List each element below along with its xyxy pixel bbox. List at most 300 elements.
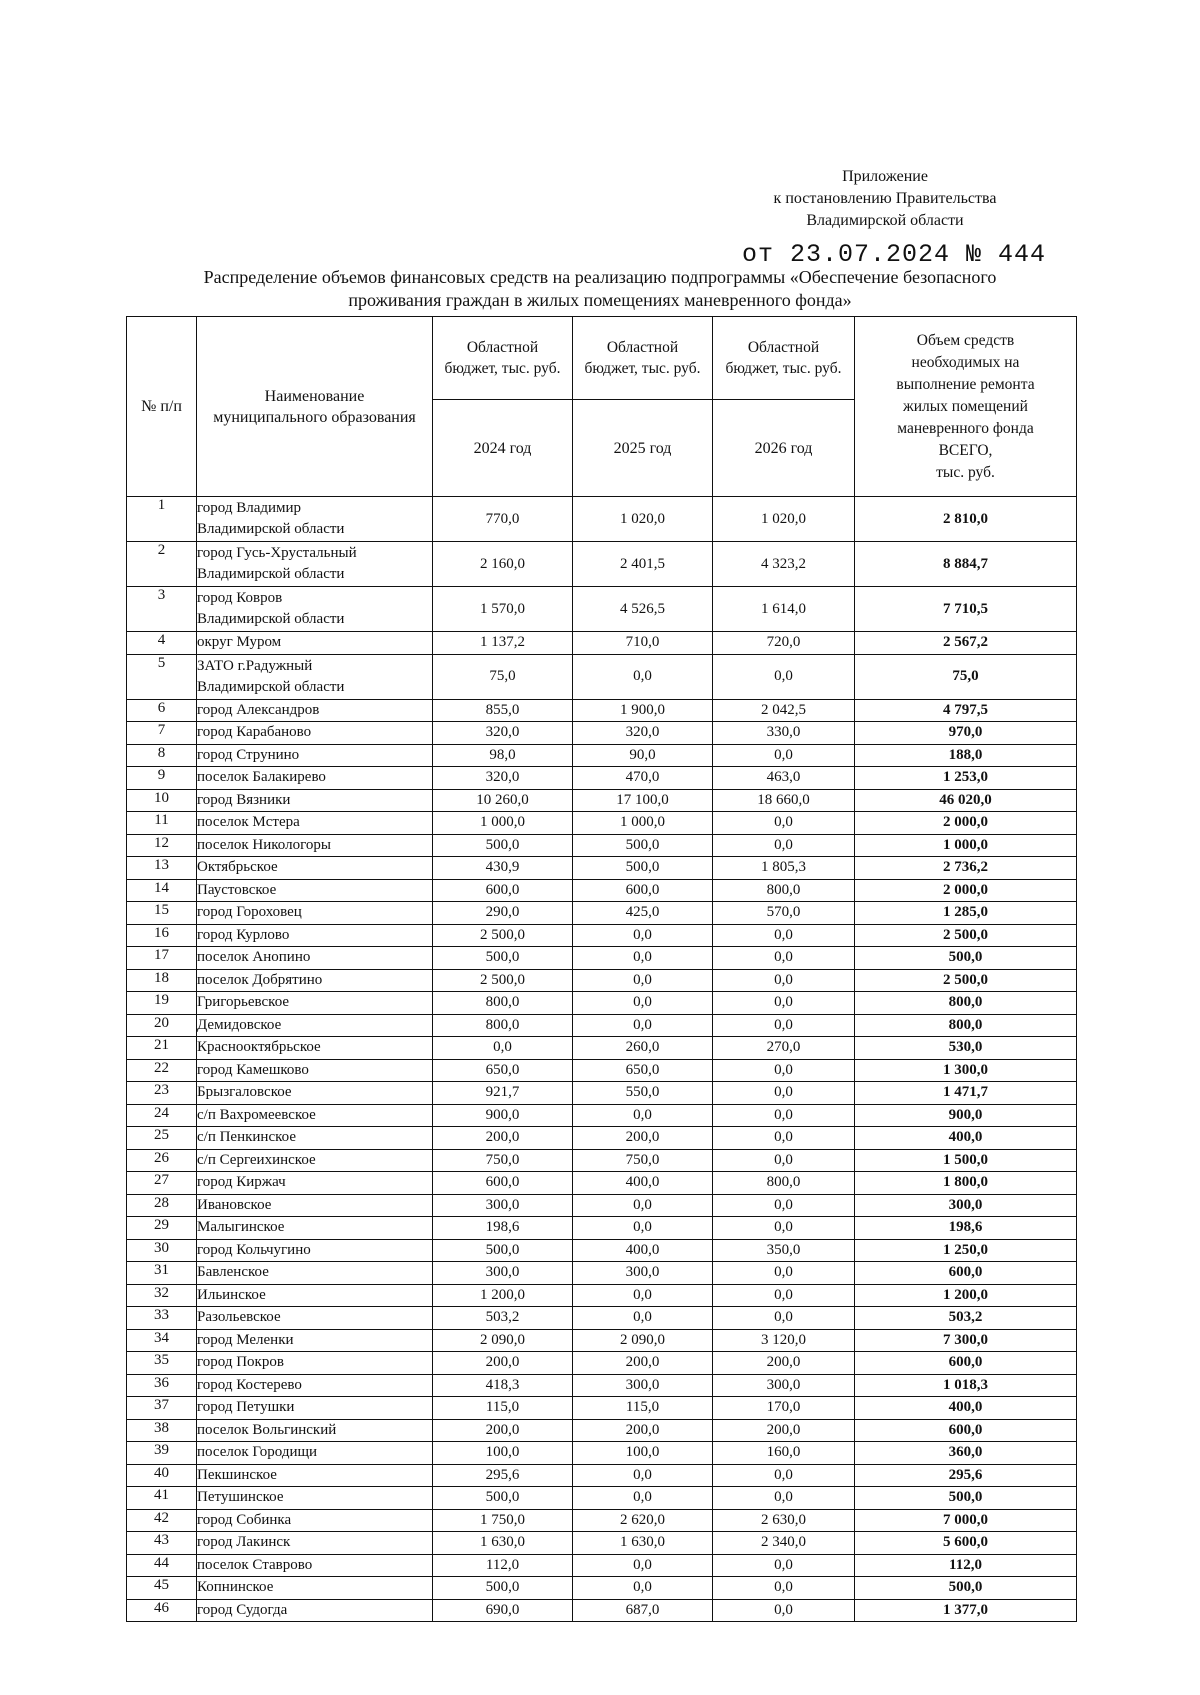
row-number: 6 xyxy=(127,699,197,722)
municipality-name xyxy=(197,1397,433,1420)
budget-2026-value: 1 614,0 xyxy=(713,587,855,632)
header-total-line-7: тыс. руб. xyxy=(936,463,995,481)
budget-2026-value: 300,0 xyxy=(713,1374,855,1397)
budget-2026-value: 0,0 xyxy=(713,1127,855,1150)
budget-2026-value: 0,0 xyxy=(713,969,855,992)
budget-2024-value: 115,0 xyxy=(433,1397,573,1420)
budget-2025-value: 100,0 xyxy=(573,1442,713,1465)
budget-2026-value: 0,0 xyxy=(713,1577,855,1600)
municipality-name xyxy=(197,1554,433,1577)
municipality-name-line: Петушинское xyxy=(197,1489,284,1506)
table-row xyxy=(127,497,1077,542)
municipality-name-line: город Ковров xyxy=(197,590,283,606)
budget-2026-value: 0,0 xyxy=(713,1014,855,1037)
municipality-name-line: город Петушки xyxy=(197,1399,295,1416)
total-value: 400,0 xyxy=(855,1127,1077,1150)
budget-2025-value: 0,0 xyxy=(573,1104,713,1127)
budget-2026-value: 0,0 xyxy=(713,1487,855,1510)
budget-2025-value: 1 020,0 xyxy=(573,497,713,542)
table-row xyxy=(127,1307,1077,1330)
budget-2025-value: 0,0 xyxy=(573,654,713,699)
budget-2026-value: 350,0 xyxy=(713,1239,855,1262)
municipality-name-line: Малыгинское xyxy=(197,1219,285,1236)
budget-2026-value: 0,0 xyxy=(713,1307,855,1330)
budget-2024-value: 295,6 xyxy=(433,1464,573,1487)
budget-2025-value: 687,0 xyxy=(573,1599,713,1622)
table-row xyxy=(127,1442,1077,1465)
total-value: 295,6 xyxy=(855,1464,1077,1487)
table-row xyxy=(127,789,1077,812)
budget-2025-value: 0,0 xyxy=(573,1217,713,1240)
total-value: 1 500,0 xyxy=(855,1149,1077,1172)
row-number: 24 xyxy=(127,1104,197,1127)
municipality-name xyxy=(197,834,433,857)
municipality-name-line: город Вязники xyxy=(197,791,291,808)
table-row xyxy=(127,1599,1077,1622)
table-row xyxy=(127,1284,1077,1307)
total-value: 500,0 xyxy=(855,947,1077,970)
budget-2024-value: 300,0 xyxy=(433,1262,573,1285)
municipality-name xyxy=(197,1577,433,1600)
budget-2024-value: 200,0 xyxy=(433,1419,573,1442)
budget-2025-value: 200,0 xyxy=(573,1352,713,1375)
budget-2026-value: 0,0 xyxy=(713,812,855,835)
table-row xyxy=(127,1374,1077,1397)
table-row xyxy=(127,744,1077,767)
budget-2025-value: 2 401,5 xyxy=(573,542,713,587)
budget-2026-value: 270,0 xyxy=(713,1037,855,1060)
header-budget-line-2: бюджет, тыс. руб. xyxy=(584,360,701,377)
row-number: 14 xyxy=(127,879,197,902)
header-budget-line-1: Областной xyxy=(747,339,820,356)
header-total-line-1: Объем средств xyxy=(916,331,1015,349)
table-row xyxy=(127,632,1077,655)
header-year-2024: 2024 год xyxy=(433,400,573,497)
total-value: 2 810,0 xyxy=(855,497,1077,542)
budget-2024-value: 1 200,0 xyxy=(433,1284,573,1307)
header-municipality-line-1: Наименование xyxy=(264,387,365,405)
budget-2025-value: 0,0 xyxy=(573,947,713,970)
municipality-name-line: город Курлово xyxy=(197,926,290,943)
table-row xyxy=(127,1577,1077,1600)
row-number: 34 xyxy=(127,1329,197,1352)
header-budget-line-1: Областной xyxy=(466,339,539,356)
budget-2025-value: 500,0 xyxy=(573,834,713,857)
total-value: 188,0 xyxy=(855,744,1077,767)
approval-block xyxy=(760,166,1010,232)
budget-2024-value: 430,9 xyxy=(433,857,573,880)
total-value: 7 300,0 xyxy=(855,1329,1077,1352)
total-value: 1 285,0 xyxy=(855,902,1077,925)
budget-2024-value: 750,0 xyxy=(433,1149,573,1172)
municipality-name xyxy=(197,1262,433,1285)
municipality-name xyxy=(197,1037,433,1060)
table-row xyxy=(127,1509,1077,1532)
municipality-name xyxy=(197,789,433,812)
budget-2025-value: 0,0 xyxy=(573,1464,713,1487)
budget-2026-value: 0,0 xyxy=(713,947,855,970)
budget-2024-value: 320,0 xyxy=(433,722,573,745)
budget-2024-value: 100,0 xyxy=(433,1442,573,1465)
row-number: 29 xyxy=(127,1217,197,1240)
approval-line-3: Владимирской области xyxy=(806,212,964,229)
row-number: 41 xyxy=(127,1487,197,1510)
total-value: 600,0 xyxy=(855,1419,1077,1442)
budget-2025-value: 90,0 xyxy=(573,744,713,767)
table-row xyxy=(127,1554,1077,1577)
budget-2025-value: 710,0 xyxy=(573,632,713,655)
municipality-name xyxy=(197,992,433,1015)
budget-2024-value: 503,2 xyxy=(433,1307,573,1330)
budget-2025-value: 0,0 xyxy=(573,1307,713,1330)
budget-2024-value: 2 160,0 xyxy=(433,542,573,587)
budget-2024-value: 1 630,0 xyxy=(433,1532,573,1555)
total-value: 800,0 xyxy=(855,992,1077,1015)
budget-2024-value: 1 750,0 xyxy=(433,1509,573,1532)
row-number: 16 xyxy=(127,924,197,947)
municipality-name-line: Ивановское xyxy=(197,1196,272,1213)
budget-2025-value: 320,0 xyxy=(573,722,713,745)
municipality-name-line: город Гусь-Хрустальный xyxy=(197,545,357,561)
row-number: 27 xyxy=(127,1172,197,1195)
municipality-name xyxy=(197,1172,433,1195)
municipality-name xyxy=(197,744,433,767)
municipality-name-line: город Судогда xyxy=(197,1601,288,1618)
total-value: 500,0 xyxy=(855,1487,1077,1510)
budget-2026-value: 2 630,0 xyxy=(713,1509,855,1532)
total-value: 503,2 xyxy=(855,1307,1077,1330)
budget-2026-value: 0,0 xyxy=(713,744,855,767)
budget-2025-value: 115,0 xyxy=(573,1397,713,1420)
budget-2026-value: 0,0 xyxy=(713,1149,855,1172)
municipality-name xyxy=(197,1599,433,1622)
row-number: 18 xyxy=(127,969,197,992)
row-number: 38 xyxy=(127,1419,197,1442)
total-value: 4 797,5 xyxy=(855,699,1077,722)
municipality-name-line: Октябрьское xyxy=(197,859,278,876)
municipality-name xyxy=(197,767,433,790)
budget-2026-value: 0,0 xyxy=(713,1554,855,1577)
municipality-name-line: Разольевское xyxy=(197,1309,281,1326)
budget-2024-value: 1 000,0 xyxy=(433,812,573,835)
budget-2025-value: 0,0 xyxy=(573,1554,713,1577)
municipality-name-line: город Меленки xyxy=(197,1331,294,1348)
row-number: 9 xyxy=(127,767,197,790)
budget-2024-value: 0,0 xyxy=(433,1037,573,1060)
budget-2024-value: 98,0 xyxy=(433,744,573,767)
municipality-name xyxy=(197,924,433,947)
budget-2026-value: 0,0 xyxy=(713,1464,855,1487)
total-value: 600,0 xyxy=(855,1352,1077,1375)
header-budget-line-1: Областной xyxy=(606,339,679,356)
budget-2026-value: 463,0 xyxy=(713,767,855,790)
municipality-name xyxy=(197,632,433,655)
budget-2026-value: 2 340,0 xyxy=(713,1532,855,1555)
municipality-name-line: Ильинское xyxy=(197,1286,266,1303)
header-budget-2024 xyxy=(433,317,573,400)
budget-2025-value: 425,0 xyxy=(573,902,713,925)
table-header xyxy=(127,317,1077,497)
budget-2025-value: 0,0 xyxy=(573,969,713,992)
table-row xyxy=(127,834,1077,857)
budget-2025-value: 550,0 xyxy=(573,1082,713,1105)
table-row xyxy=(127,1419,1077,1442)
budget-2026-value: 170,0 xyxy=(713,1397,855,1420)
row-number: 46 xyxy=(127,1599,197,1622)
municipality-name xyxy=(197,947,433,970)
budget-2024-value: 200,0 xyxy=(433,1352,573,1375)
municipality-name-line: поселок Городищи xyxy=(197,1444,318,1461)
budget-2025-value: 0,0 xyxy=(573,1194,713,1217)
row-number: 32 xyxy=(127,1284,197,1307)
row-number: 5 xyxy=(127,654,197,699)
table-row xyxy=(127,1149,1077,1172)
municipality-name xyxy=(197,1509,433,1532)
budget-2025-value: 600,0 xyxy=(573,879,713,902)
row-number: 40 xyxy=(127,1464,197,1487)
table-row xyxy=(127,1014,1077,1037)
budget-2026-value: 2 042,5 xyxy=(713,699,855,722)
total-value: 1 377,0 xyxy=(855,1599,1077,1622)
budget-2024-value: 1 570,0 xyxy=(433,587,573,632)
total-value: 400,0 xyxy=(855,1397,1077,1420)
header-total-line-4: жилых помещений xyxy=(903,397,1028,415)
budget-2025-value: 0,0 xyxy=(573,924,713,947)
total-value: 900,0 xyxy=(855,1104,1077,1127)
document-title xyxy=(130,266,1070,312)
municipality-name-line: город Кольчугино xyxy=(197,1241,311,1258)
budget-2024-value: 500,0 xyxy=(433,1577,573,1600)
municipality-name-line: Брызгаловское xyxy=(197,1084,292,1101)
budget-2025-value: 750,0 xyxy=(573,1149,713,1172)
total-value: 2 736,2 xyxy=(855,857,1077,880)
row-number: 8 xyxy=(127,744,197,767)
budget-2024-value: 800,0 xyxy=(433,992,573,1015)
table-row xyxy=(127,1172,1077,1195)
row-number: 21 xyxy=(127,1037,197,1060)
municipality-name-line: Копнинское xyxy=(197,1579,274,1596)
table-row xyxy=(127,924,1077,947)
municipality-name xyxy=(197,1284,433,1307)
municipality-name-line: поселок Ставрово xyxy=(197,1556,313,1573)
row-number: 22 xyxy=(127,1059,197,1082)
total-value: 1 800,0 xyxy=(855,1172,1077,1195)
table-row xyxy=(127,1082,1077,1105)
total-value: 300,0 xyxy=(855,1194,1077,1217)
header-municipality-line-2: муниципального образования xyxy=(213,408,416,426)
table-row xyxy=(127,722,1077,745)
municipality-name-line: ЗАТО г.Радужный xyxy=(197,657,313,674)
municipality-name xyxy=(197,1374,433,1397)
municipality-name xyxy=(197,1329,433,1352)
table-row xyxy=(127,654,1077,699)
total-value: 46 020,0 xyxy=(855,789,1077,812)
municipality-name xyxy=(197,1127,433,1150)
header-total-line-5: маневренного фонда xyxy=(897,419,1034,437)
row-number: 25 xyxy=(127,1127,197,1150)
budget-2026-value: 0,0 xyxy=(713,1059,855,1082)
budget-2024-value: 300,0 xyxy=(433,1194,573,1217)
municipality-name-line: Владимирской области xyxy=(197,566,345,582)
total-value: 1 253,0 xyxy=(855,767,1077,790)
title-line-2: проживания граждан в жилых помещениях маневренного фонда» xyxy=(348,290,852,310)
row-number: 35 xyxy=(127,1352,197,1375)
municipality-name-line: Владимирской области xyxy=(197,678,345,695)
budget-2024-value: 2 090,0 xyxy=(433,1329,573,1352)
municipality-name-line: город Камешково xyxy=(197,1061,309,1078)
budget-2026-value: 0,0 xyxy=(713,924,855,947)
municipality-name-line: город Костерево xyxy=(197,1376,302,1393)
budget-2024-value: 290,0 xyxy=(433,902,573,925)
municipality-name-line: город Александров xyxy=(197,701,320,718)
row-number: 36 xyxy=(127,1374,197,1397)
total-value: 7 000,0 xyxy=(855,1509,1077,1532)
budget-2024-value: 690,0 xyxy=(433,1599,573,1622)
budget-2025-value: 650,0 xyxy=(573,1059,713,1082)
row-number: 23 xyxy=(127,1082,197,1105)
row-number: 31 xyxy=(127,1262,197,1285)
municipality-name xyxy=(197,542,433,587)
header-municipality xyxy=(197,317,433,497)
table-row xyxy=(127,902,1077,925)
header-budget-2025 xyxy=(573,317,713,400)
budget-2025-value: 0,0 xyxy=(573,1577,713,1600)
municipality-name-line: Владимирской области xyxy=(197,611,345,627)
municipality-name-line: поселок Никологоры xyxy=(197,836,331,853)
table-row xyxy=(127,1217,1077,1240)
table-row xyxy=(127,1352,1077,1375)
municipality-name-line: город Лакинск xyxy=(197,1534,291,1551)
row-number: 1 xyxy=(127,497,197,542)
total-value: 75,0 xyxy=(855,654,1077,699)
budget-2026-value: 800,0 xyxy=(713,879,855,902)
budget-2026-value: 800,0 xyxy=(713,1172,855,1195)
total-value: 5 600,0 xyxy=(855,1532,1077,1555)
budget-2025-value: 260,0 xyxy=(573,1037,713,1060)
municipality-name xyxy=(197,497,433,542)
budget-2026-value: 330,0 xyxy=(713,722,855,745)
total-value: 1 300,0 xyxy=(855,1059,1077,1082)
municipality-name-line: Григорьевское xyxy=(197,994,290,1011)
municipality-name xyxy=(197,1532,433,1555)
municipality-name xyxy=(197,699,433,722)
header-budget-2026 xyxy=(713,317,855,400)
budget-2024-value: 2 500,0 xyxy=(433,924,573,947)
total-value: 1 250,0 xyxy=(855,1239,1077,1262)
total-value: 500,0 xyxy=(855,1577,1077,1600)
budget-2026-value: 0,0 xyxy=(713,1194,855,1217)
municipality-name xyxy=(197,969,433,992)
budget-2026-value: 0,0 xyxy=(713,1217,855,1240)
municipality-name xyxy=(197,1082,433,1105)
header-year-2026: 2026 год xyxy=(713,400,855,497)
header-year-2025: 2025 год xyxy=(573,400,713,497)
budget-2026-value: 1 020,0 xyxy=(713,497,855,542)
row-number: 15 xyxy=(127,902,197,925)
municipality-name xyxy=(197,902,433,925)
total-value: 1 000,0 xyxy=(855,834,1077,857)
row-number: 12 xyxy=(127,834,197,857)
total-value: 600,0 xyxy=(855,1262,1077,1285)
budget-2026-value: 0,0 xyxy=(713,992,855,1015)
table-row xyxy=(127,542,1077,587)
row-number: 3 xyxy=(127,587,197,632)
budget-2025-value: 1 000,0 xyxy=(573,812,713,835)
municipality-name-line: Демидовское xyxy=(197,1016,282,1033)
municipality-name-line: с/п Вахромеевское xyxy=(197,1106,316,1123)
municipality-name xyxy=(197,1487,433,1510)
budget-2024-value: 600,0 xyxy=(433,879,573,902)
municipality-name xyxy=(197,1149,433,1172)
table-row xyxy=(127,812,1077,835)
municipality-name xyxy=(197,857,433,880)
budget-2026-value: 0,0 xyxy=(713,1262,855,1285)
budget-2025-value: 2 620,0 xyxy=(573,1509,713,1532)
row-number: 11 xyxy=(127,812,197,835)
municipality-name-line: поселок Анопино xyxy=(197,949,311,966)
header-total-line-2: необходимых на xyxy=(911,353,1020,371)
row-number: 33 xyxy=(127,1307,197,1330)
total-value: 1 018,3 xyxy=(855,1374,1077,1397)
total-value: 1 471,7 xyxy=(855,1082,1077,1105)
header-total-line-3: выполнение ремонта xyxy=(896,375,1035,393)
table-row xyxy=(127,767,1077,790)
municipality-name-line: город Струнино xyxy=(197,746,300,763)
row-number: 19 xyxy=(127,992,197,1015)
municipality-name-line: Паустовское xyxy=(197,881,277,898)
table-row xyxy=(127,1329,1077,1352)
total-value: 970,0 xyxy=(855,722,1077,745)
header-budget-line-2: бюджет, тыс. руб. xyxy=(725,360,842,377)
budget-2024-value: 418,3 xyxy=(433,1374,573,1397)
total-value: 198,6 xyxy=(855,1217,1077,1240)
table-row xyxy=(127,879,1077,902)
row-number: 28 xyxy=(127,1194,197,1217)
total-value: 2 000,0 xyxy=(855,812,1077,835)
municipality-name xyxy=(197,1419,433,1442)
row-number: 7 xyxy=(127,722,197,745)
municipality-name-line: с/п Пенкинское xyxy=(197,1129,296,1146)
document-number-stamp: от 23.07.2024 № 444 xyxy=(742,240,1047,269)
budget-2024-value: 1 137,2 xyxy=(433,632,573,655)
municipality-name xyxy=(197,1194,433,1217)
budget-2024-value: 500,0 xyxy=(433,1487,573,1510)
total-value: 112,0 xyxy=(855,1554,1077,1577)
municipality-name xyxy=(197,1014,433,1037)
municipality-name xyxy=(197,1352,433,1375)
municipality-name-line: поселок Вольгинский xyxy=(197,1421,337,1438)
total-value: 2 567,2 xyxy=(855,632,1077,655)
row-number: 43 xyxy=(127,1532,197,1555)
municipality-name xyxy=(197,1217,433,1240)
budget-2024-value: 500,0 xyxy=(433,947,573,970)
budget-2024-value: 855,0 xyxy=(433,699,573,722)
table-row xyxy=(127,1464,1077,1487)
municipality-name-line: поселок Добрятино xyxy=(197,971,323,988)
table-row xyxy=(127,857,1077,880)
municipality-name-line: город Киржач xyxy=(197,1174,286,1191)
row-number: 39 xyxy=(127,1442,197,1465)
budget-2026-value: 1 805,3 xyxy=(713,857,855,880)
municipality-name-line: округ Муром xyxy=(197,634,282,651)
approval-line-2: к постановлению Правительства xyxy=(773,190,997,207)
budget-2025-value: 4 526,5 xyxy=(573,587,713,632)
total-value: 8 884,7 xyxy=(855,542,1077,587)
total-value: 1 200,0 xyxy=(855,1284,1077,1307)
budget-2026-value: 0,0 xyxy=(713,1599,855,1622)
budget-2025-value: 1 630,0 xyxy=(573,1532,713,1555)
row-number: 4 xyxy=(127,632,197,655)
